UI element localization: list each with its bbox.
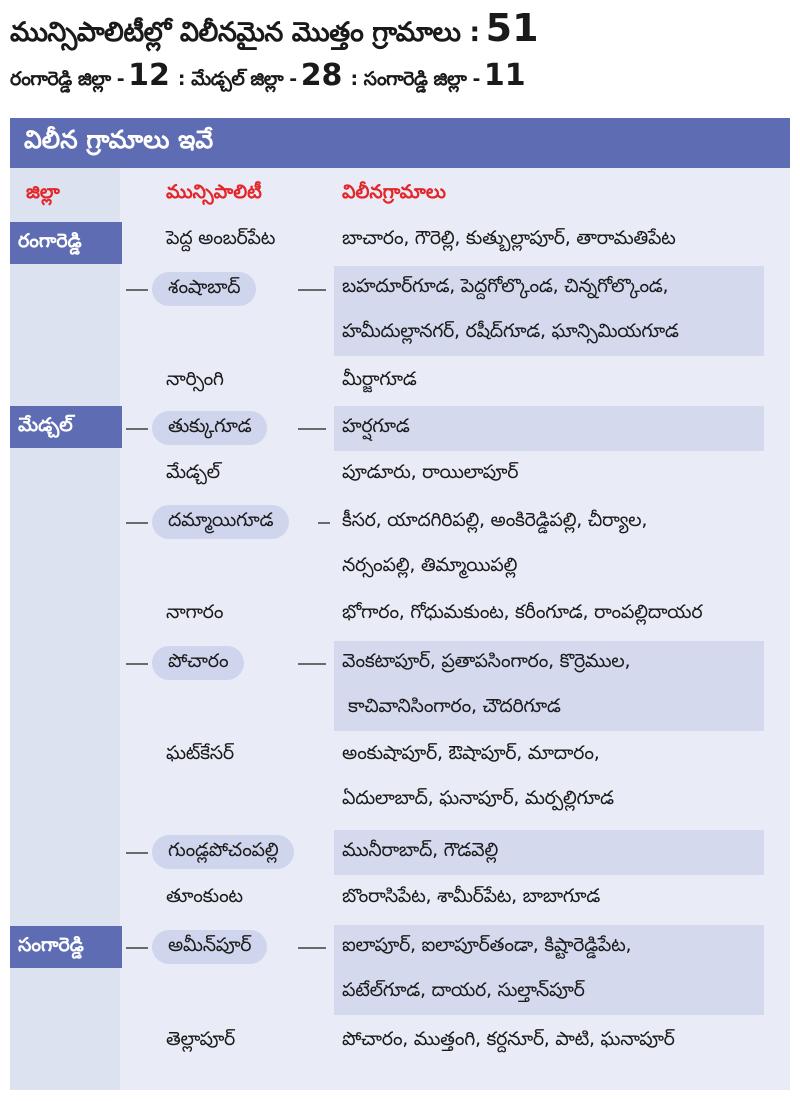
count-label-rangareddy: రంగారెడ్డి జిల్లా -	[10, 68, 125, 90]
connector-line	[126, 522, 148, 524]
village-line: వెంకటాపూర్, ప్రతాపసింగారం, కొర్రెముల,	[342, 650, 631, 672]
village-line: నర్సంపల్లి, తిమ్మాయిపల్లి	[342, 554, 518, 576]
municipality-gundlapochampally: గుండ్లపోచంపల్లి	[152, 835, 294, 869]
connector-line	[126, 663, 148, 665]
count-label-sangareddy: : సంగారెడ్డి జిల్లా -	[350, 68, 480, 90]
section-banner: విలీన గ్రామాలు ఇవే	[10, 118, 790, 168]
total-count: 51	[485, 6, 539, 50]
village-line: ఐలాపూర్, ఐలాపూర్‌తండా, కిష్టారెడ్డిపేట,	[342, 934, 632, 956]
village-line: హర్షగూడ	[342, 415, 410, 437]
village-line: అంకుషాపూర్, ఔషాపూర్, మాదారం,	[342, 742, 600, 764]
municipality-narsingi: నార్సింగి	[166, 367, 224, 390]
connector-line	[126, 947, 148, 949]
villages-shamshabad	[334, 266, 764, 356]
municipality-medchal: మేడ్చల్	[166, 460, 220, 483]
village-line: ఏదులాబాద్, ఘనాపూర్, మర్పల్లిగూడ	[342, 787, 614, 809]
village-line: పోచారం, ముత్తంగి, కర్దనూర్, పాటి, ఘనాపూర్	[342, 1028, 675, 1050]
connector-line	[298, 428, 326, 430]
villages-thumkunta	[334, 876, 764, 921]
village-line: కీసర, యాదగిరిపల్లి, అంకిరెడ్డిపల్లి, చీర్యాల,	[342, 509, 648, 531]
villages-gundlapochampally	[334, 830, 764, 875]
connector-line	[126, 428, 148, 430]
count-label-medchal: : మేడ్చల్ జిల్లా -	[177, 68, 297, 90]
headline-text: మున్సిపాలిటీల్లో విలీనమైన మొత్తం గ్రామాలు :	[10, 17, 480, 48]
count-value-medchal: 28	[300, 58, 343, 93]
municipality-ghatkesar: ఘట్‌కేసర్	[166, 741, 234, 764]
villages-pocharam	[334, 641, 764, 731]
villages-nagaram	[334, 592, 764, 637]
municipality-tukkuguda: తుక్కుగూడ	[152, 411, 267, 445]
district-label-medchal: మేడ్చల్	[10, 406, 122, 448]
village-line: పూడూరు, రాయిలాపూర్	[342, 461, 519, 483]
village-line: మీర్జాగూడ	[342, 368, 417, 390]
connector-line	[126, 289, 148, 291]
municipality-dammaiguda: దమ్మాయిగూడ	[152, 505, 289, 539]
column-header-villages: విలీనగ్రామాలు	[342, 180, 446, 203]
connector-line	[126, 852, 148, 854]
municipality-tellapur: తెల్లాపూర్	[166, 1027, 236, 1050]
connector-line	[298, 663, 326, 665]
column-header-municipality: మున్సిపాలిటీ	[166, 180, 262, 203]
connector-line	[298, 289, 326, 291]
municipality-pocharam: పోచారం	[152, 646, 244, 680]
connector-line	[298, 947, 326, 949]
villages-ameenpur	[334, 925, 764, 1015]
count-value-sangareddy: 11	[483, 58, 526, 93]
municipality-ameenpur: అమీన్‌పూర్	[152, 930, 267, 964]
village-line: బాచారం, గౌరెల్లి, కుత్బుల్లాపూర్, తారామతిపేట	[342, 227, 676, 249]
villages-tukkuguda	[334, 406, 764, 451]
villages-dammaiguda	[334, 500, 764, 590]
villages-tellapur	[334, 1019, 764, 1064]
header	[10, 6, 790, 102]
municipality-nagaram: నాగారం	[166, 600, 224, 623]
headline	[10, 6, 790, 56]
district-label-sangareddy: సంగారెడ్డి	[10, 926, 122, 968]
column-header-district: జిల్లా	[26, 180, 60, 203]
village-line: హమీదుల్లానగర్, రషీద్‌గూడ, ఘాన్సిమియగూడ	[342, 320, 679, 342]
village-line: కాచివానిసింగారం, చౌదరిగూడ	[348, 695, 561, 717]
count-value-rangareddy: 12	[128, 58, 170, 93]
villages-medchal	[334, 452, 764, 497]
village-line: మునీరాబాద్, గౌడవెల్లి	[342, 839, 498, 861]
village-line: పటేల్‌గూడ, దాయర, సుల్తాన్‌పూర్	[342, 979, 585, 1001]
connector-line	[318, 522, 330, 524]
village-line: భోగారం, గోధుమకుంట, కరీంగూడ, రాంపల్లిదాయర	[342, 601, 703, 623]
village-line: బొంరాసిపేట, శామీర్‌పేట, బాబాగూడ	[342, 885, 601, 907]
district-counts	[10, 58, 790, 102]
district-label-rangareddy: రంగారెడ్డి	[10, 222, 122, 264]
municipality-pedda-amberpet: పెద్ద అంబర్‌పేట	[166, 226, 276, 249]
villages-narsingi	[334, 359, 764, 404]
municipality-thumkunta: తూంకుంట	[166, 884, 243, 907]
villages-pedda-amberpet	[334, 218, 764, 263]
villages-ghatkesar	[334, 733, 764, 823]
municipality-shamshabad: శంషాబాద్	[152, 272, 256, 306]
village-line: బహదూర్‌గూడ, పెద్దగోల్కొండ, చిన్నగోల్కొండ,	[342, 275, 669, 297]
